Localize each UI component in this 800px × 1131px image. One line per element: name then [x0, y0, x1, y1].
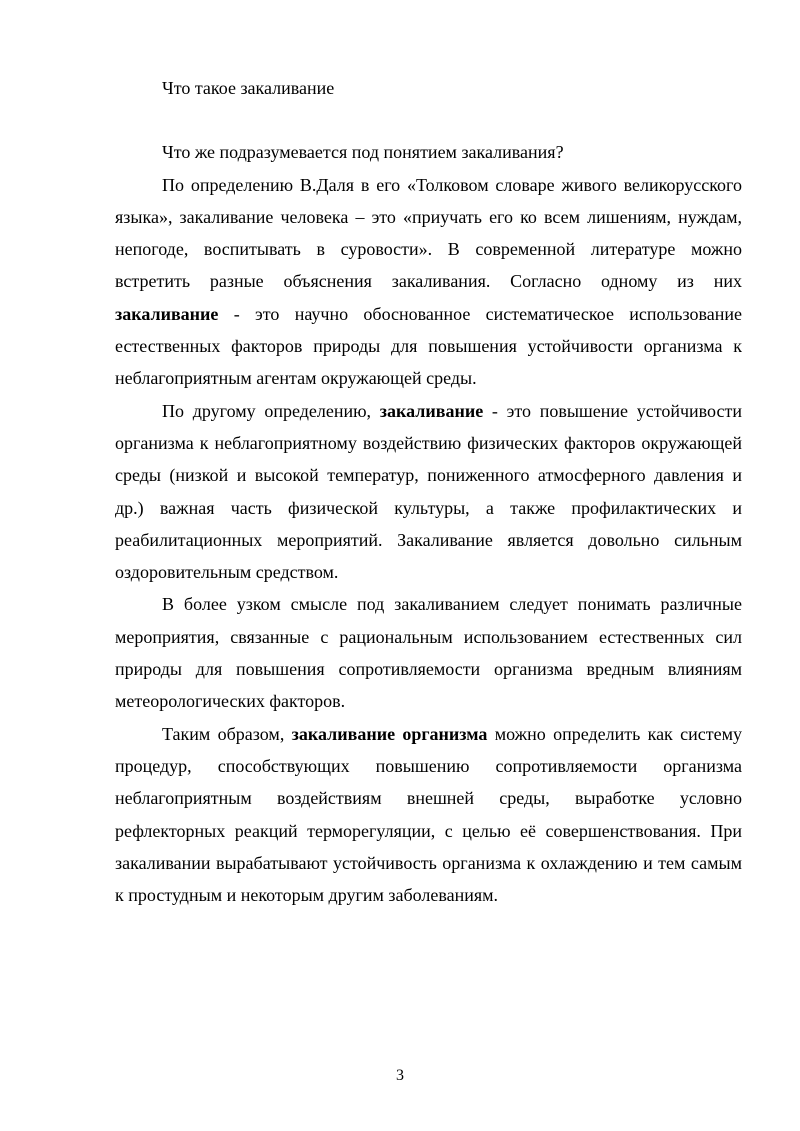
- document-body: [115, 72, 742, 911]
- paragraph-text: можно определить как систему процедур, способствующих повышению сопротивляемости организма неблагоприятным воздействиям внешней среды, выработке условно рефлекторных реакций терморегуляции, с целью её совершенствования. При закаливании вырабатывают устойчивость организма к охлаждению и тем самым к простудным и некоторым другим заболеваниям.: [115, 723, 742, 906]
- page-number: 3: [396, 1067, 404, 1084]
- paragraph-another-definition: [115, 395, 742, 589]
- paragraph-text: - это повышение устойчивости организма к неблагоприятному воздействию физических факторов окружающей среды (низкой и высокой температур, пониженного атмосферного давления и др.) важная часть физической культуры, а также профилактических и реабилитационных мероприятий. Закаливание является довольно сильным оздоровительным средством.: [115, 400, 742, 583]
- paragraph-conclusion: [115, 718, 742, 912]
- paragraph-text: По другому определению,: [162, 400, 380, 421]
- bold-term: закаливание: [115, 303, 219, 324]
- spacer: [115, 104, 742, 136]
- paragraph-text: Таким образом,: [162, 723, 292, 744]
- bold-term: закаливание организма: [291, 723, 488, 744]
- paragraph-dal-definition: [115, 169, 742, 395]
- paragraph-text: - это научно обоснованное систематическое использование естественных факторов природы для повышения устойчивости организма к неблагоприятным агентам окружающей среды.: [115, 303, 742, 389]
- bold-term: закаливание: [379, 400, 484, 421]
- question-paragraph: Что же подразумевается под понятием закаливания?: [162, 142, 564, 163]
- paragraph-text: По определению В.Даля в его «Толковом словаре живого великорусского языка», закаливание человека – это «приучать его ко всем лишениям, нуждам, непогоде, воспитывать в суровости». В современной литературе можно встретить разные объяснения закаливания. Согласно одному из них: [115, 174, 742, 292]
- paragraph-narrow-sense: В более узком смысле под закаливанием следует понимать различные мероприятия, связанные с рациональным использованием естественных сил природы для повышения сопротивляемости организма вредным влияниям метеорологических факторов.: [115, 594, 742, 712]
- page-heading: Что такое закаливание: [162, 78, 335, 98]
